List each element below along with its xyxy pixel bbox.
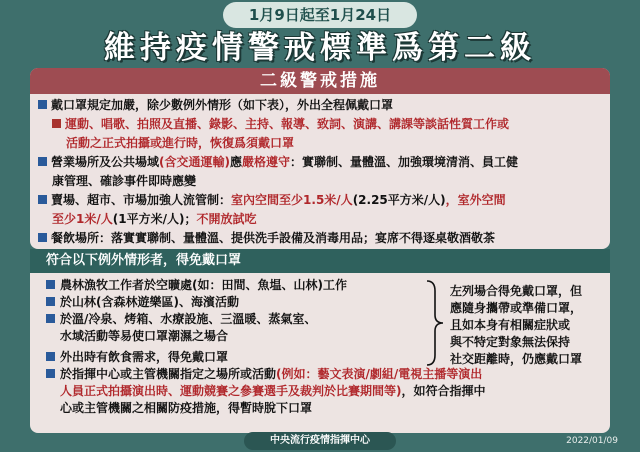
exemption-item: 於指揮中心或主管機關指定之場所或活動(例如：藝文表演/劇組/電視主播等演出 <box>46 366 606 383</box>
exemption-item-cont: 心或主管機關之相關防疫措施，得暫時脫下口罩 <box>60 401 313 415</box>
dining-rule-item: 餐飲場所：落實實聯制、量體溫、提供洗手設備及消毒用品；宴席不得逐桌敬酒敬茶 <box>38 229 602 248</box>
exemption-side-note: 左列場合得免戴口罩，但 應隨身攜帶或準備口罩， 且如本身有相關症狀或 與不特定對象無法保持 社交距離時，仍應戴口罩 <box>450 284 583 366</box>
venue-rule-item-cont: 康管理、確診事件即時應變 <box>52 174 197 188</box>
exemption-item: 農林漁牧工作者於空曠處(如：田間、魚塭、山林)工作 <box>46 277 366 294</box>
square-bullet-icon <box>46 369 55 378</box>
page-title: 維持疫情警戒標準爲第二級 <box>104 30 536 66</box>
market-rule-item-cont: 至少1米/人(1平方米/人)；不開放試吃 <box>52 212 257 226</box>
market-rule-item: 賣場、超市、市場加強人流管制：室內空間至少1.5米/人(2.25平方米/人)，室外空間 <box>38 191 602 210</box>
exemption-item-cont: 人員正式拍攝演出時、運動競賽之參賽選手及裁判於比賽期間等)，如符合指揮中 <box>60 384 486 398</box>
exemption-item-cont: 水域活動等易使口罩潮濕之場合 <box>60 329 229 343</box>
square-bullet-icon <box>46 352 55 361</box>
square-bullet-icon <box>38 100 47 109</box>
square-bullet-icon <box>38 233 47 242</box>
section-heading: 二級警戒措施 <box>30 68 610 94</box>
square-bullet-icon <box>46 297 55 306</box>
venue-rule-item: 營業場所及公共場域(含交通運輸)應嚴格遵守：實聯制、量體溫、加強環境清消、員工健 <box>38 153 602 172</box>
issue-date: 2022/01/09 <box>566 436 618 446</box>
square-bullet-icon <box>38 195 47 204</box>
level-two-measures-panel <box>30 68 610 249</box>
square-bullet-icon <box>52 119 61 128</box>
square-bullet-icon <box>38 157 47 166</box>
mask-rule-item: 戴口罩規定加嚴，除少數例外情形（如下表），外出全程佩戴口罩 <box>38 96 602 115</box>
mask-rule-subitem-cont: 活動之正式拍攝或進行時，恢復爲須戴口罩 <box>66 136 295 150</box>
right-brace-icon <box>425 279 445 367</box>
section-heading: 符合以下例外情形者，得免戴口罩 <box>30 249 610 273</box>
mask-exemptions-panel <box>30 249 610 433</box>
date-range-badge: 1月9日起至1月24日 <box>223 2 417 28</box>
square-bullet-icon <box>46 280 55 289</box>
mask-rule-subitem: 運動、唱歌、拍照及直播、錄影、主持、報導、致詞、演講、講課等談話性質工作或 <box>38 115 602 134</box>
exemption-item: 外出時有飲食需求，得免戴口罩 <box>46 349 602 366</box>
square-bullet-icon <box>46 314 55 323</box>
exemption-item: 於溫/冷泉、烤箱、水療設施、三溫暖、蒸氣室、 <box>46 311 366 328</box>
issuer-badge: 中央流行疫情指揮中心 <box>244 432 396 450</box>
exemption-item: 於山林(含森林遊樂區)、海濱活動 <box>46 294 366 311</box>
